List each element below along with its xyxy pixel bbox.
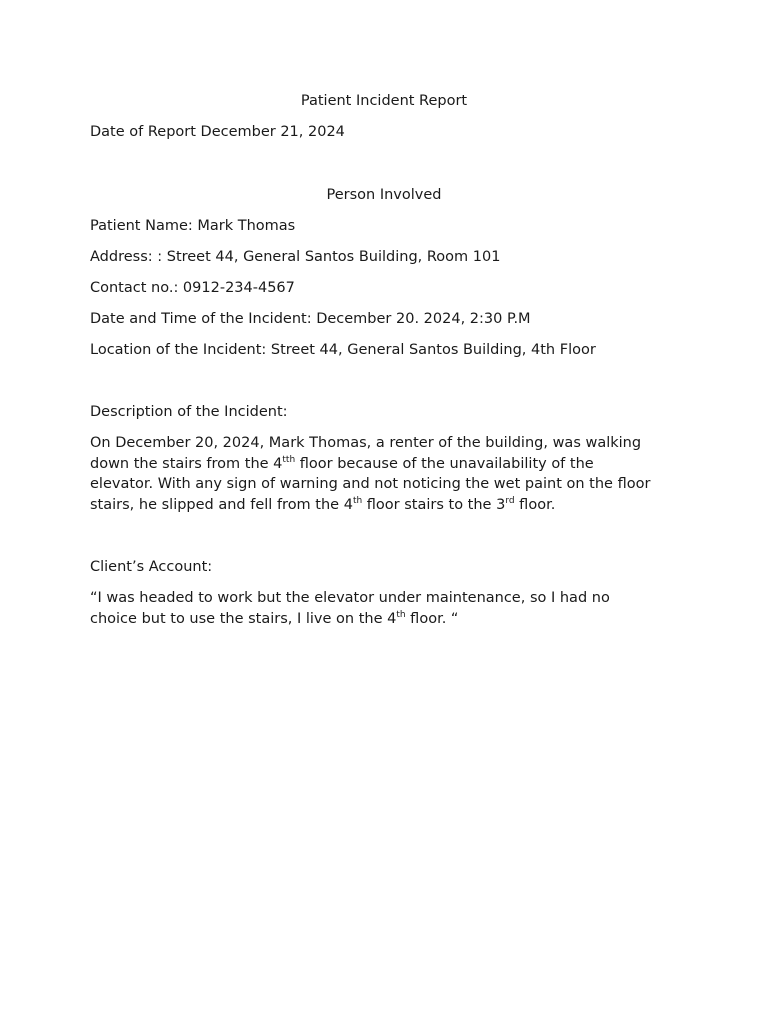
account-line [90,609,680,630]
incident-datetime: Date and Time of the Incident: December 20. 2024, 2:30 P.M [90,310,531,327]
description-text: elevator. With any sign of warning and not noticing the wet paint on the floor [90,476,651,492]
description-heading: Description of the Incident: [90,404,288,420]
description-line [90,495,680,516]
description-text: floor because of the unavailability of the [295,455,594,472]
section-heading-person-involved: Person Involved [326,186,442,203]
ordinal-suffix: rd [505,495,515,506]
account-text: “I was headed to work but the elevator under maintenance, so I had no [90,590,610,606]
description-paragraph [90,433,680,515]
description-text: stairs, he slipped and fell from the 4 [90,496,353,513]
ordinal-suffix: tth [282,454,296,465]
description-line [90,474,680,495]
account-text: floor. “ [405,610,459,627]
ordinal-suffix: th [352,495,363,506]
account-text: choice but to use the stairs, I live on the 4 [90,610,397,627]
date-of-report: Date of Report December 21, 2024 [90,124,345,140]
description-text: On December 20, 2024, Mark Thomas, a renter of the building, was walking [90,435,642,451]
account-line [90,588,680,609]
report-title: Patient Incident Report [300,93,468,109]
client-account-heading: Client’s Account: [90,559,213,575]
description-text: floor. [514,496,556,513]
patient-address: Address: : Street 44, General Santos Building, Room 101 [90,248,501,265]
description-text: floor stairs to the 3 [362,496,506,513]
description-text: down the stairs from the 4 [90,455,283,472]
incident-location: Location of the Incident: Street 44, General Santos Building, 4th Floor [90,341,596,358]
patient-contact: Contact no.: 0912-234-4567 [90,279,295,296]
document-body [90,91,680,629]
ordinal-suffix: th [396,609,406,620]
client-account-paragraph [90,588,680,629]
description-line [90,454,680,475]
patient-name: Patient Name: Mark Thomas [90,217,296,234]
description-line [90,433,680,454]
